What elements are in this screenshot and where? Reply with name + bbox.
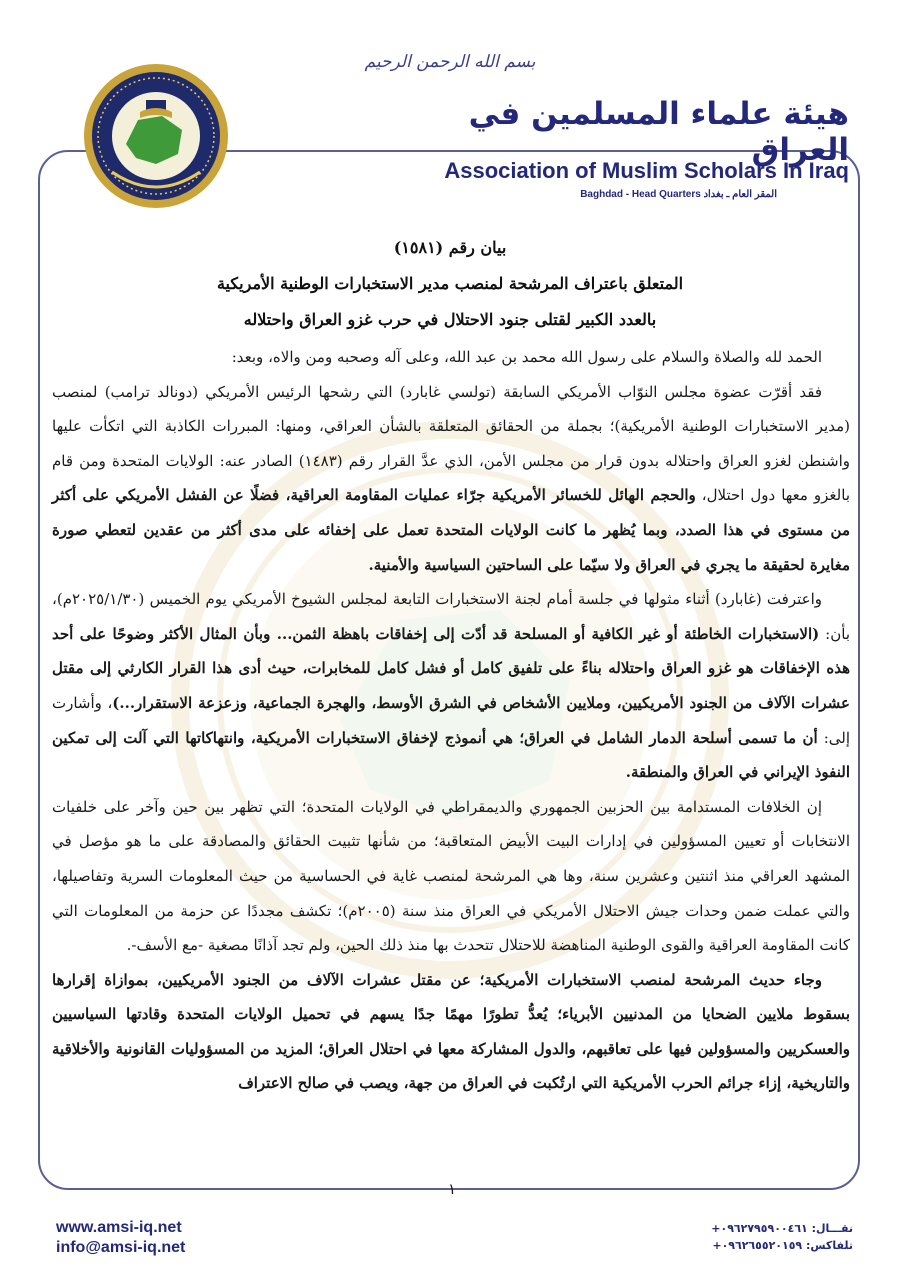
email-link[interactable]: info@amsi-iq.net (56, 1239, 186, 1256)
footer-contact-phone (593, 1220, 853, 1254)
paragraph-text: فقد أقرّت عضوة مجلس النوّاب الأمريكي السابقة (تولسي غابارد) التي رشحها الرئيس الأمريكي (دونالد ترامب) لمنصب (مدير الاستخبارات الوطنية الأمريكية)؛ بجملة من الحقائق المتعلقة بالشأن العراقي، ومنها: المبررات الكاذبة التي اتكأت عليها واشنطن لغزو العراق واحتلاله بدون قرار من مجلس الأمن، الذي عدَّ القرار رقم (١٤٨٣) الصادر عنه: الولايات المتحدة ومن قام بالغزو معها دول احتلال، (52, 382, 850, 505)
page-number: ١ (447, 1180, 457, 1198)
paragraph-opening: الحمد لله والصلاة والسلام على رسول الله محمد بن عبد الله، وعلى آله وصحبه ومن والاه، وبعد: (231, 348, 822, 366)
paragraph-gabbard-admission (52, 375, 850, 583)
paragraph-bold-quote: (الاستخبارات الخاطئة أو غير الكافية أو المسلحة قد أدّت إلى إخفاقات باهظة الثمن... وبأن المثال الأكثر وضوحًا على أحد هذه الإخفاقات هو غزو العراق واحتلاله بناءً على تلفيق كامل أو فشل كامل للمخابرات، حيث أدى هذا القرار الكارثي إلى مقتل عشرات الآلاف من الجنود الأمريكيين، وملايين الأشخاص في الشرق الأوسط، والهجرة الجماعية، وزعزعة الاستقرار...) (52, 624, 850, 712)
organization-logo-seal (82, 62, 230, 210)
headquarters-label: Baghdad - Head Quarters المقر العام ـ بغداد (580, 189, 777, 200)
paragraph-bold-text: والحجم الهائل للخسائر الأمريكية جرّاء عمليات المقاومة العراقية، فضلًا عن الفشل الأمريكي على أكثر من مستوى في هذا الصدد، وبما يُظهر ما كانت الولايات المتحدة تعمل على إخفائه على مدى أكثر من عقدين لتعطي صورة مغايرة لحقيقة ما يجري في العراق ولا سيّما على الساحتين السياسية والأمنية. (52, 486, 850, 574)
fax-number: تلفاكس: ٠٩٦٢٦٥٥٢٠١٥٩+ (712, 1239, 853, 1252)
organization-name-english: Association of Muslim Scholars In Iraq (444, 158, 849, 183)
statement-title-line2: بالعدد الكبير لقتلى جنود الاحتلال في حرب غزو العراق واحتلاله (243, 310, 657, 329)
statement-title-line1: المتعلق باعتراف المرشحة لمنصب مدير الاستخبارات الوطنية الأمريكية (216, 274, 684, 293)
basmala-header: بسم الله الرحمن الرحيم (364, 52, 536, 72)
paragraph-responsibility: وجاء حديث المرشحة لمنصب الاستخبارات الأمريكية؛ عن مقتل عشرات الآلاف من الجنود الأمريكيين، بموازاة إقرارها بسقوط ملايين الضحايا من المدنيين الأبرياء؛ يُعدُّ تطورًا مهمًا جدًا يسهم في تحميل الولايات المتحدة وقادتها السياسيين والعسكريين والمسؤولين فيها على تعاقبهم، والدول المشاركة معها في احتلال العراق؛ المزيد من المسؤوليات القانونية والأخلاقية والتاريخية، إزاء جرائم الحرب الأمريكية التي ارتُكبت في العراق من جهة، ويصب في صالح الاعتراف (52, 970, 850, 1093)
footer-contact-web (56, 1218, 276, 1258)
paragraph-party-disputes: إن الخلافات المستدامة بين الحزبين الجمهوري والديمقراطي في الولايات المتحدة؛ التي تظهر بين حين وآخر على خلفيات الانتخابات أو تعيين المسؤولين في إدارات البيت الأبيض المتعاقبة؛ من شأنها تثبيت الحقائق والمصادقة على ما هو مؤصل في المشهد العراقي منذ اثنتين وعشرين سنة، وها هي المرشحة لمنصب غاية في الحساسية من حيث المعلومات السرية وتفاصيلها، والتي عملت ضمن وحدات جيش الاحتلال الأمريكي في العراق منذ سنة (٢٠٠٥م)؛ تكشف مجددًا عن حزمة من المعلومات التي كانت المقاومة العراقية والقوى الوطنية المناهضة للاحتلال تتحدث بها منذ ذلك الحين، ولم تجد آذانًا مصغية -مع الأسف-. (52, 797, 850, 955)
paragraph-text: واعترفت (غابارد) أثناء مثولها في جلسة أمام لجنة الاستخبارات التابعة لمجلس الشيوخ الأمريكي يوم الخميس (٢٠٢٥/١/٣٠م)، بأن: (52, 590, 850, 643)
paragraph-text: ، وأشارت إلى: (52, 693, 850, 747)
statement-heading (120, 230, 780, 338)
paragraph-bold-text: أن ما تسمى أسلحة الدمار الشامل في العراق؛ هي أنموذج لإخفاق الاستخبارات الأمريكية، وانتهاكاتها التي آلت إلى تمكين النفوذ الإيراني في العراق والمنطقة. (52, 728, 850, 782)
website-link[interactable]: www.amsi-iq.net (56, 1219, 182, 1236)
paragraph-senate-hearing (52, 582, 850, 790)
mobile-number: نقـــال: ٠٩٦٢٧٩٥٩٠٠٤٦١+ (711, 1222, 853, 1235)
statement-number: بيان رقم (١٥٨١) (393, 238, 507, 257)
organization-name-arabic: هيئة علماء المسلمين في العراق (468, 96, 849, 168)
statement-body (52, 340, 850, 1101)
